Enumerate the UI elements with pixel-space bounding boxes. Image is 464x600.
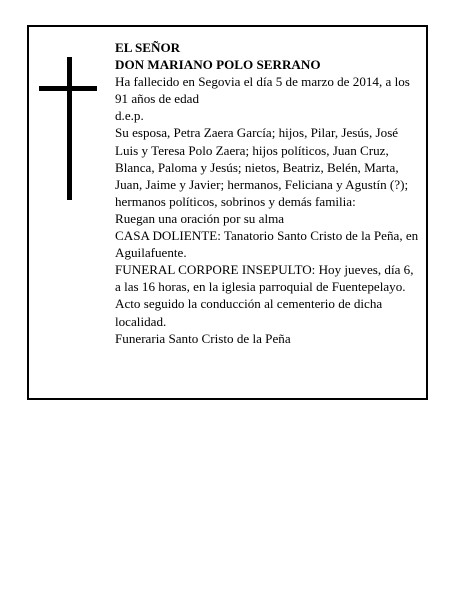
deceased-name: DON MARIANO POLO SERRANO xyxy=(115,57,321,73)
funeraria: Funeraria Santo Cristo de la Peña xyxy=(115,330,291,346)
obituary-notice xyxy=(27,25,428,400)
casa-doliente: CASA DOLIENTE: Tanatorio Santo Cristo de la Peña, en Aguilafuente. xyxy=(115,228,419,261)
funeral-info: FUNERAL CORPORE INSEPULTO: Hoy jueves, día 6, a las 16 horas, en la iglesia parroquial de Fuentepelayo. Acto seguido la conducción al cementerio de dicha localidad. xyxy=(115,262,414,329)
notice-text xyxy=(115,39,421,347)
prayer-request: Ruegan una oración por su alma xyxy=(115,210,285,226)
family-list: Su esposa, Petra Zaera García; hijos, Pilar, Jesús, José Luis y Teresa Polo Zaera; hijos políticos, Juan Cruz, Blanca, Paloma y Jesús; nietos, Beatriz, Belén, Marta, Juan, Jaime y Javier; hermanos, Feliciana y Agustín (?); hermanos políticos, sobrinos y demás familia: xyxy=(115,125,409,209)
cross-vertical-bar xyxy=(67,57,72,200)
notice-title: EL SEÑOR xyxy=(115,40,181,55)
cross-horizontal-bar xyxy=(39,86,97,91)
rip-text: d.e.p. xyxy=(115,108,144,124)
death-info: Ha fallecido en Segovia el día 5 de marzo de 2014, a los 91 años de edad xyxy=(115,74,410,107)
